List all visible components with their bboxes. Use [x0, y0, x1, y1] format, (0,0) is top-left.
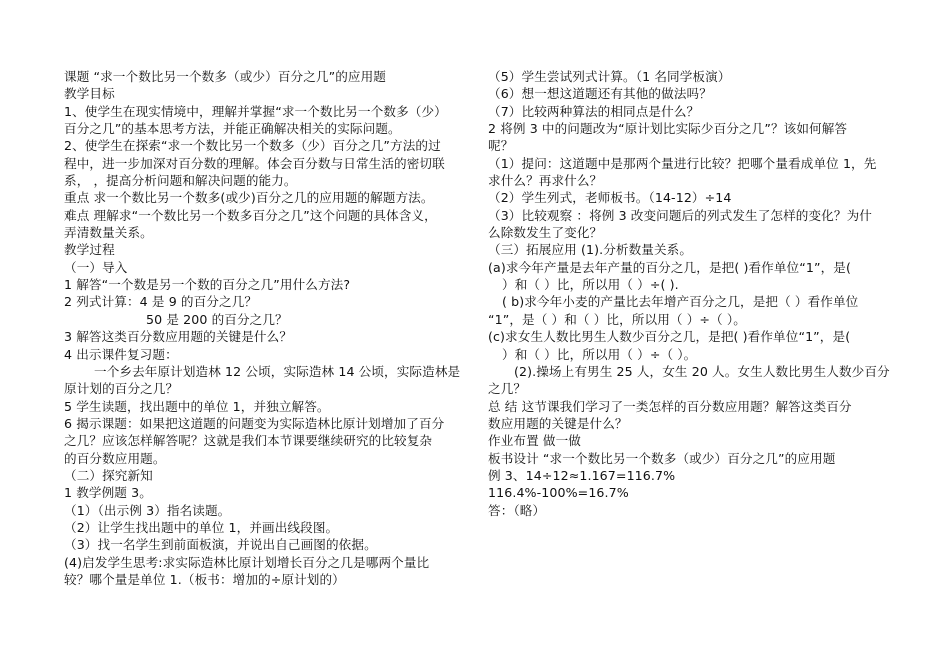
text-line: （7）比较两种算法的相同点是什么？: [488, 103, 700, 119]
text-line: （3）比较观察 ：将例 3 改变问题后的列式发生了怎样的变化？为什: [488, 207, 872, 223]
text-line: ）和（ ）比，所以用（ ）÷（ ）。: [502, 346, 697, 362]
board-design-line: 板书设计 “求一个数比另一个数多（或少）百分之几”的应用题: [488, 450, 836, 466]
left-column: [64, 68, 476, 588]
answer-line: 答：（略）: [488, 502, 546, 518]
text-line: （2）让学生找出题中的单位 1，并画出线段图。: [64, 519, 339, 535]
section-heading-objectives: 教学目标: [64, 86, 115, 102]
subsection-heading: （一）导入: [64, 259, 128, 275]
key-point-line: 重点 求一个数比另一个数多(或少)百分之几的应用题的解题方法。: [64, 190, 434, 206]
section-heading-process: 教学过程: [64, 242, 115, 258]
text-line: 5 学生读题，找出题中的单位 1，并独立解答。: [64, 398, 330, 414]
text-line: 2 将例 3 中的问题改为“原计划比实际少百分之几”？该如何解答: [488, 121, 848, 137]
text-line: 呢？: [488, 138, 514, 154]
difficulty-line: 难点 理解求“一个数比另一个数多百分之几”这个问题的具体含义，: [64, 207, 437, 223]
text-line: “1”，是（ ）和（ ）比，所以用（ ）÷（ ）。: [488, 311, 746, 327]
text-line: 百分之几”的基本思考方法，并能正确解决相关的实际问题。: [64, 121, 401, 137]
text-line: 一个乡去年原计划造林 12 公顷，实际造林 14 公顷，实际造林是: [94, 363, 461, 379]
text-line: 1 解答“一个数是另一个数的百分之几”用什么方法?: [64, 277, 351, 293]
text-line: （1）（出示例 3）指名读题。: [64, 502, 231, 518]
homework-line: 作业布置 做一做: [488, 433, 581, 449]
text-line: 求什么？再求什么？: [488, 173, 603, 189]
text-line: 程中，进一步加深对百分数的理解。体会百分数与日常生活的密切联: [64, 155, 445, 171]
text-line: 3 解答这类百分数应用题的关键是什么？: [64, 329, 293, 345]
text-line: 么除数发生了变化？: [488, 225, 603, 241]
formula-line: 例 3、14÷12≈1.167=116.7%: [488, 467, 676, 483]
text-line: 系， ，提高分析问题和解决问题的能力。: [64, 173, 297, 189]
text-line: (2).操场上有男生 25 人，女生 20 人。女生人数比男生人数少百分: [514, 363, 890, 379]
text-line: 1 教学例题 3。: [64, 485, 152, 501]
text-line: 50 是 200 的百分之几？: [146, 311, 288, 327]
text-line: (c)求女生人数比男生人数少百分之几，是把( )看作单位“1”，是(: [488, 329, 851, 345]
formula-line: 116.4%-100%=16.7%: [488, 485, 629, 501]
text-line: 6 揭示课题：如果把这道题的问题变为实际造林比原计划增加了百分: [64, 415, 445, 431]
subsection-heading: （二）探究新知: [64, 467, 153, 483]
right-column: [488, 68, 893, 519]
summary-line: 总 结 这节课我们学习了一类怎样的百分数应用题？解答这类百分: [488, 398, 852, 414]
lesson-title: 课题 “求一个数比另一个数多（或少）百分之几”的应用题: [64, 69, 387, 84]
text-line: 之几？应该怎样解答呢？这就是我们本节课要继续研究的比较复杂: [64, 433, 433, 449]
subsection-heading: （三）拓展应用 (1).分析数量关系。: [488, 242, 693, 258]
text-line: （2）学生列式，老师板书。（14-12）÷14: [488, 190, 732, 206]
text-line: （5）学生尝试列式计算。（1 名同学板演）: [488, 69, 731, 84]
text-line: 数应用题的关键是什么？: [488, 415, 628, 431]
text-line: 4 出示课件复习题：: [64, 346, 178, 362]
text-line: (a)求今年产量是去年产量的百分之几，是把( )看作单位“1”，是(: [488, 259, 851, 275]
text-line: 原计划的百分之几？: [64, 381, 179, 397]
text-line: 弄清数量关系。: [64, 225, 153, 241]
text-line: ）和（ ）比，所以用（ ）÷( ).: [502, 277, 679, 293]
text-line: ( b)求今年小麦的产量比去年增产百分之几，是把（ ）看作单位: [502, 294, 859, 310]
text-line: 2 列式计算：4 是 9 的百分之几？: [64, 294, 258, 310]
text-line: 之几？: [488, 381, 527, 397]
text-line: 1、使学生在现实情境中，理解并掌握“求一个数比另一个数多（少）: [64, 103, 447, 119]
text-line: （1）提问：这道题中是那两个量进行比较？把哪个量看成单位 1，先: [488, 155, 877, 171]
text-line: (4)启发学生思考:求实际造林比原计划增长百分之几是哪两个量比: [64, 554, 430, 570]
text-line: （3）找一名学生到前面板演，并说出自己画图的依据。: [64, 537, 377, 553]
text-line: 2、使学生在探索“求一个数比另一个数多（少）百分之几”方法的过: [64, 138, 441, 154]
text-line: （6）想一想这道题还有其他的做法吗？: [488, 86, 712, 102]
text-line: 较？哪个量是单位 1.（板书：增加的÷原计划的）: [64, 571, 345, 587]
text-line: 的百分数应用题。: [64, 450, 166, 466]
